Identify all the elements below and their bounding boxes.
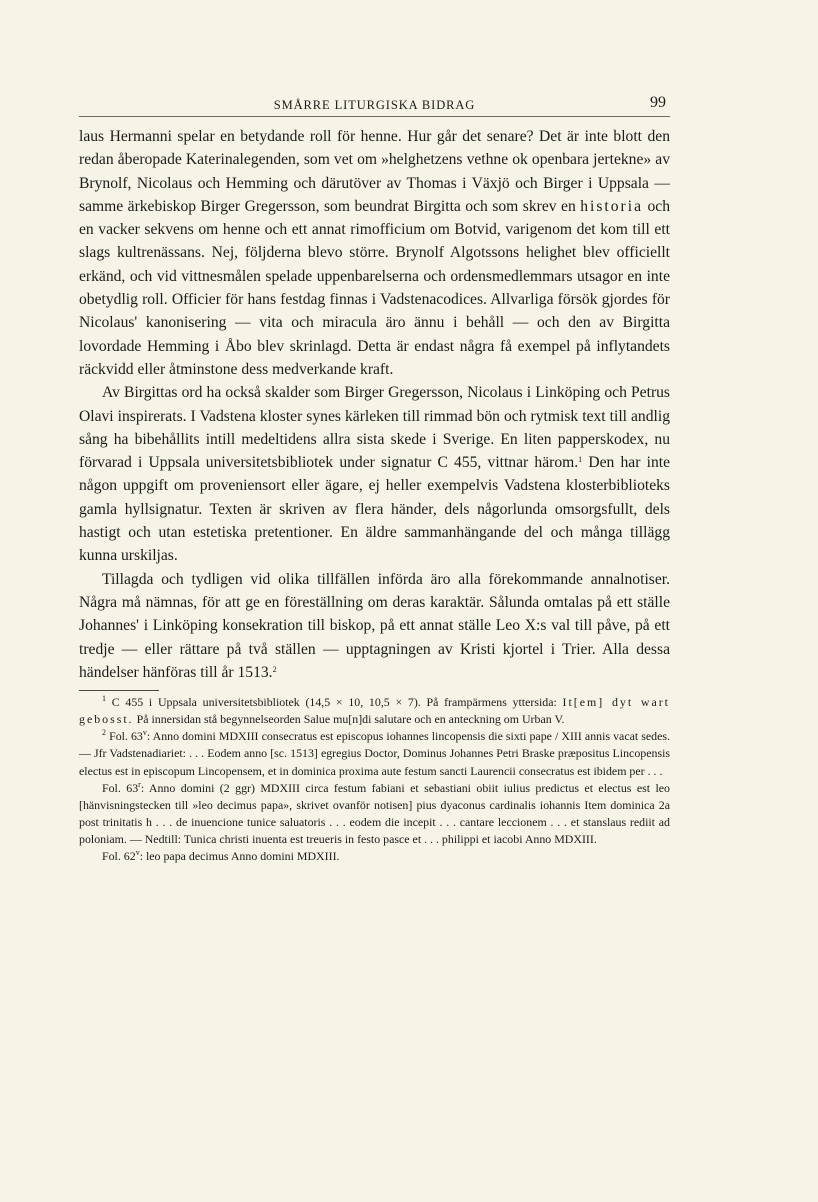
footnote-reference: 1 [578,455,583,465]
text-run: Fol. 62 [102,848,136,863]
folio-side: v [135,847,140,857]
folio-side: v [142,728,147,738]
emphasized-text: It[em] dyt wart gebosst. [79,695,670,727]
page-number: 99 [650,94,666,111]
text-run: På innersidan stå begynnelseorden Salue mu[n]di salutare och en anteckning om Urban V. [133,712,565,727]
footnote-marker: 1 [102,694,106,704]
text-run: Den har inte någon uppgift om proveniensort eller ägare, ej heller exempelvis Vadstena klosterbiblioteks gamla hyllsignatur. Texten är skriven av flera händer, dels någorlunda omsorgsfullt, dels hastigt och utan estetiska pretentioner. En äldre sammanhängande del och många tillägg kunna urskiljas. [79,454,670,565]
text-run: Fol. 63 [106,729,143,744]
footnote-marker: 2 [102,728,106,738]
text-run: Av Birgittas ord ha också skalder som Birger Gregersson, Nicolaus i Linköping och Petrus Olavi inspirerats. I Vadstena kloster synes kärleken till rimmad bön och rytmisk text till andlig sång ha bibehållits intill medeltidens allra sista skede i Sverige. En liten papperskodex, nu förvarad i Uppsala universitetsbibliotek under signatur C 455, vittnar härom. [79,384,670,472]
text-run: : Anno domini (2 ggr) MDXIII circa festum fabiani et sebastiani obiit iulius predictus et electus est leo [hänvisningstecken till »leo decimus papa», skrivet ovanför notisen] pius dyaconus cardinalis iohannis Item dominica 2a post trinitatis h . . . de inuencione tunice saluatoris . . . eodem die incepit . . . cantare leccionem . . . et stanslaus rediit ad poloniam. — Nedtill: Tunica christi inuenta est treueris in festo pasce et . . . philippi et iacobi Anno MDXIII. [79,780,670,846]
footnotes [79,690,670,865]
main-text [79,125,670,684]
footnote-continuation [79,848,670,865]
footnote-divider [79,690,159,691]
page-header [79,94,670,117]
paragraph [79,381,670,567]
text-run: och en vacker sekvens om henne och ett annat rimofficium om Botvid, varigenom det kom till ett slags kultrenässans. Nej, följderna blevo större. Brynolf Algotssons helighet blev officiellt erkänd, och vid vittnesmålen spelade uppenbarelserna och ordensmedlemmars utsagor en inte obetydlig roll. Officier för hans festdag finnas i Vadstenacodices. Allvarliga försök gjordes för Nicolaus' kanonisering — vita och miracula äro ännu i behåll — och den av Birgitta lovordade Hemming i Åbo blev skrinlagd. Detta är endast några få exempel på inflytandets räckvidd eller åtminstone dess medverkande kraft. [79,197,670,378]
emphasized-word: historia [580,197,643,215]
text-run: laus Hermanni spelar en betydande roll för henne. Hur går det senare? Det är inte blott den redan åberopade Katerinalegenden, som vet om »helghetzens vethne ok openbara jertekne» av Brynolf, Nicolaus och Hemming och därutöver av Thomas i Växjö och Birger i Uppsala — samme ärkebiskop Birger Gregersson, som beundrat Birgitta och som skrev en [79,128,670,215]
folio-side: r [138,779,141,789]
text-run: : leo papa decimus Anno domini MDXIII. [139,848,340,863]
text-run: : Anno domini MDXIII consecratus est episcopus iohannes lincopensis die sixti pape / XIII annis vacat sedes. — Jfr Vadstenadiariet: . . . Eodem anno [sc. 1513] egregius Doctor, Dominus Johannes Petri Braske præpositus Lincopensis electus est in episcopum Lincopensem, et in dominica proxima aute festum sancti Laurencii consecratus est ibidem per . . . [79,729,670,778]
text-run: Fol. 63 [102,780,139,795]
text-run: Tillagda och tydligen vid olika tillfällen införda äro alla förekommande annalnotiser. Några må nämnas, för att ge en föreställning om deras karaktär. Sålunda omtalas på ett ställe Johannes' i Linköping konsekration till biskop, på ett annat ställe Leo X:s val till påve, på ett tredje — eller rättare på två ställen — upptagningen av Kristi kjortel i Trier. Alla dessa händelser hänföras till år 1513. [79,570,670,681]
footnote-reference: 2 [272,664,277,674]
footnote-continuation [79,780,670,848]
text-run: C 455 i Uppsala universitetsbibliotek (14,5 × 10, 10,5 × 7). På frampärmens yttersida: [106,695,563,710]
running-head: SMÅRRE LITURGISKA BIDRAG [273,98,476,112]
footnote [79,694,670,728]
paragraph [79,568,670,684]
book-page [79,94,670,865]
footnote [79,728,670,779]
paragraph [79,125,670,381]
